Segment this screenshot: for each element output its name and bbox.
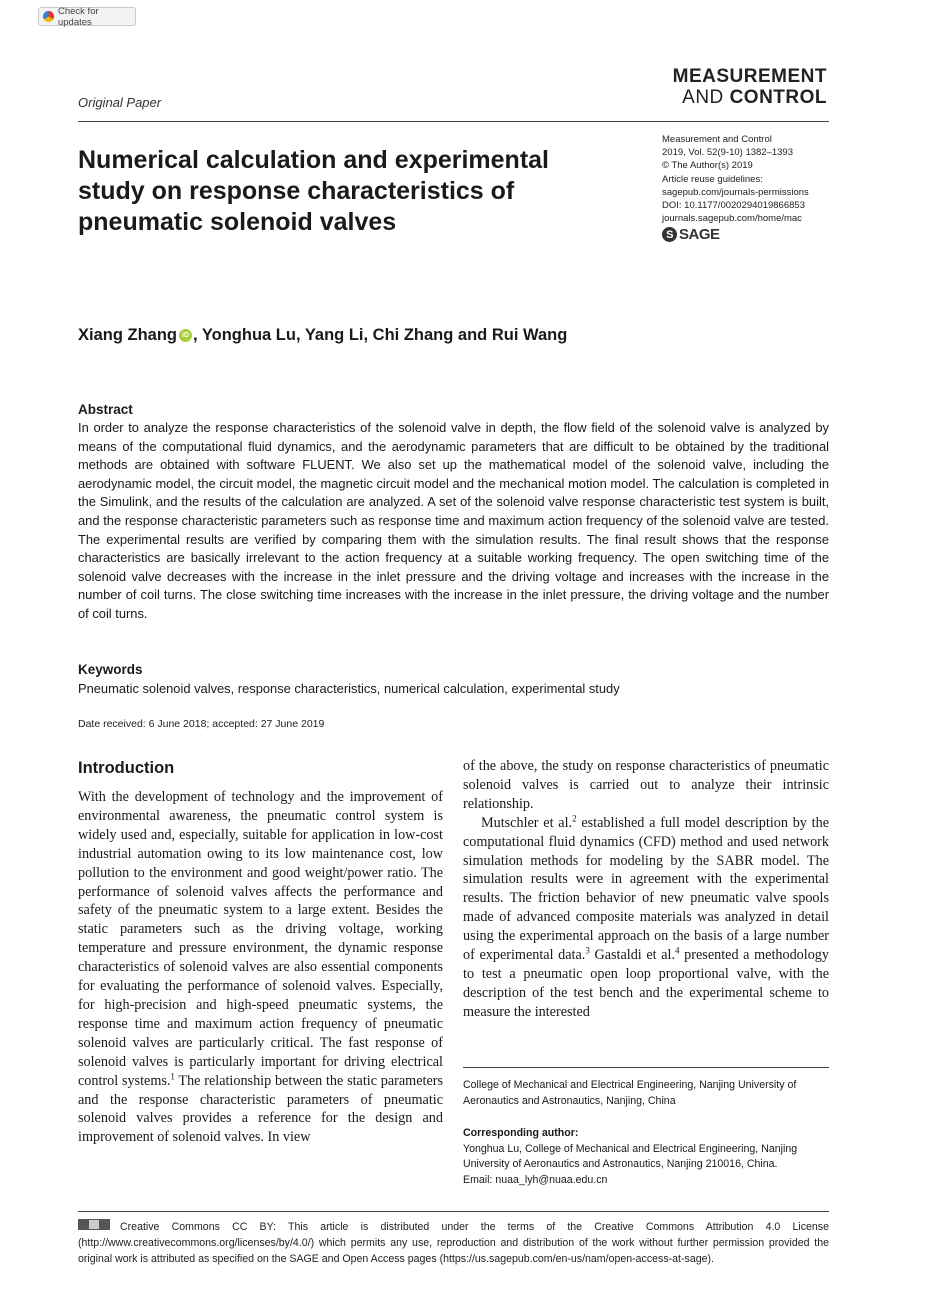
license-text bbox=[78, 1219, 829, 1267]
meta-reuse-label: Article reuse guidelines: bbox=[662, 173, 763, 185]
intro-text-b: The relationship between the static parameters and the response characteristic parameters of pneumatic solenoid valves provides a reference for the design and improvement of solenoid valves. In view bbox=[78, 1072, 443, 1146]
check-updates-icon bbox=[43, 11, 54, 22]
keywords-text: Pneumatic solenoid valves, response characteristics, numerical calculation, experimental study bbox=[78, 681, 620, 696]
meta-permissions-link[interactable]: sagepub.com/journals-permissions bbox=[662, 186, 809, 198]
meta-volume: 2019, Vol. 52(9-10) 1382–1393 bbox=[662, 147, 793, 159]
citation-4[interactable]: 4 bbox=[675, 945, 680, 956]
date-received: Date received: 6 June 2018; accepted: 27 June 2019 bbox=[78, 718, 325, 730]
sage-logo-text: SAGE bbox=[679, 226, 720, 243]
author-list bbox=[78, 326, 567, 345]
citation-1[interactable]: 1 bbox=[170, 1070, 175, 1081]
introduction-paragraph-1-cont: of the above, the study on response characteristics of pneumatic solenoid valves is carried out to analyze their intrinsic relationship. bbox=[463, 758, 829, 812]
introduction-paragraph-1 bbox=[78, 788, 443, 1147]
paper-title: Numerical calculation and experimental study on response characteristics of pneumatic solenoid valves bbox=[78, 146, 549, 236]
journal-logo-and: AND bbox=[682, 87, 724, 108]
journal-logo-line2 bbox=[655, 87, 827, 108]
meta-homepage-link[interactable]: journals.sagepub.com/home/mac bbox=[662, 213, 802, 225]
intro-p2-text-d: presented a methodology to test a pneumatic open loop proportional valve, with the description of the test bench and the experimental scheme to measure the interested bbox=[463, 947, 829, 1020]
journal-logo-control: CONTROL bbox=[729, 87, 827, 108]
corresponding-author-address: Yonghua Lu, College of Mechanical and Electrical Engineering, Nanjing University of Aeronautics and Astronautics, Nanjing 210016, China. bbox=[463, 1143, 798, 1171]
journal-logo-line1: MEASUREMENT bbox=[672, 66, 827, 87]
meta-journal: Measurement and Control bbox=[662, 134, 772, 145]
corresponding-author-heading: Corresponding author: bbox=[463, 1127, 579, 1139]
intro-p2-text-c: Gastaldi et al. bbox=[589, 947, 676, 964]
author-first: Xiang Zhang bbox=[78, 326, 177, 344]
journal-metadata bbox=[662, 133, 809, 225]
corresponding-author bbox=[463, 1142, 829, 1188]
meta-copyright: © The Author(s) 2019 bbox=[662, 160, 753, 172]
check-for-updates-button[interactable] bbox=[38, 7, 136, 26]
intro-p2-text-a: Mutschler et al. bbox=[481, 814, 573, 831]
orcid-icon[interactable]: iD bbox=[179, 329, 192, 342]
author-rest: , Yonghua Lu, Yang Li, Chi Zhang and Rui Wang bbox=[193, 326, 568, 344]
abstract-heading: Abstract bbox=[78, 402, 133, 417]
license-statement: Creative Commons CC BY: This article is distributed under the terms of the Creative Commons Attribution 4.0 License (http://www.creativecommons.org/licenses/by/4.0/) which permits any use, reproduction and distribution of the work without further permission provided the original work is attributed as specified on the SAGE and Open Access pages (https://us.sagepub.com/en-us/nam/open-access-at-sage). bbox=[78, 1221, 829, 1265]
citation-3[interactable]: 3 bbox=[585, 945, 590, 956]
intro-text-a: With the development of technology and the improvement of environmental awareness, the pneumatic control system is widely used and, especially, suitable for application in low-cost industrial automation owing to its low maintenance cost, low pollution to the environment and good weight/power ratio. The performance of solenoid valves affects the performance and safety of the pneumatic system to a large extent. Besides the static parameters such as the driving voltage, working temperature and pressure environment, the dynamic response characteristics of solenoid valves are also essential components for evaluating the performance of solenoid valves. Especially, for high-precision and high-speed pneumatic systems, the response time and maximum action frequency of pneumatic solenoid valves are particularly critical. The fast response of solenoid valves is particularly important for driving electrical control systems. bbox=[78, 789, 443, 1089]
introduction-right-column bbox=[463, 757, 829, 1022]
meta-doi[interactable]: DOI: 10.1177/0020294019866853 bbox=[662, 200, 805, 212]
license-divider bbox=[78, 1211, 829, 1212]
sage-logo-icon: S bbox=[662, 227, 677, 242]
check-updates-label: Check for updates bbox=[57, 5, 99, 28]
corresponding-author-email[interactable]: Email: nuaa_lyh@nuaa.edu.cn bbox=[463, 1173, 608, 1186]
sage-logo bbox=[662, 226, 720, 243]
journal-logo bbox=[655, 66, 827, 108]
article-type: Original Paper bbox=[78, 95, 162, 110]
affiliation: College of Mechanical and Electrical Engineering, Nanjing University of Aeronautics and Astronautics, Nanjing, China bbox=[463, 1079, 797, 1107]
intro-p2-text-b: established a full model description by the computational fluid dynamics (CFD) method and used network simulation methods for modeling by the SABR model. The simulation results were in agreement with the experimental results. The friction behavior of new pneumatic valve spools made of advanced composite materials was analyzed in detail using the experimental approach on the basis of a large number of experimental data. bbox=[463, 814, 830, 964]
citation-2[interactable]: 2 bbox=[572, 812, 577, 823]
introduction-left-column bbox=[78, 788, 443, 1147]
keywords-heading: Keywords bbox=[78, 662, 143, 677]
introduction-paragraph-2 bbox=[463, 814, 829, 1022]
header-divider bbox=[78, 121, 829, 122]
footnote-divider bbox=[463, 1067, 829, 1068]
introduction-heading: Introduction bbox=[78, 759, 175, 777]
abstract-text: In order to analyze the response characteristics of the solenoid valve in depth, the flow field of the solenoid valve is analyzed by means of the computational fluid dynamics, and the aerodynamic parameters that are difficult to be obtained by the traditional methods are obtained with software FLUENT. We also set up the mathematical model of the solenoid valve, including the aerodynamic model, the circuit model, the magnetic circuit model and the mechanical motion model. The calculation is completed in the Simulink, and the results of the calculation are analyzed. A set of the solenoid valve response characteristic test system is built, and the response characteristic parameters such as response time and maximum action frequency of the solenoid valve are tested. The experimental results are verified by comparing them with the simulation results. The final result shows that the response characteristics are basically irrelevant to the action frequency at a suitable working frequency. The open switching time of the solenoid valve decreases with the increase in the inlet pressure and the driving voltage and increases with the increase in the number of coil turns. The close switching time increases with the increase in the inlet pressure, the driving voltage and the number of coil turns. bbox=[78, 420, 829, 621]
